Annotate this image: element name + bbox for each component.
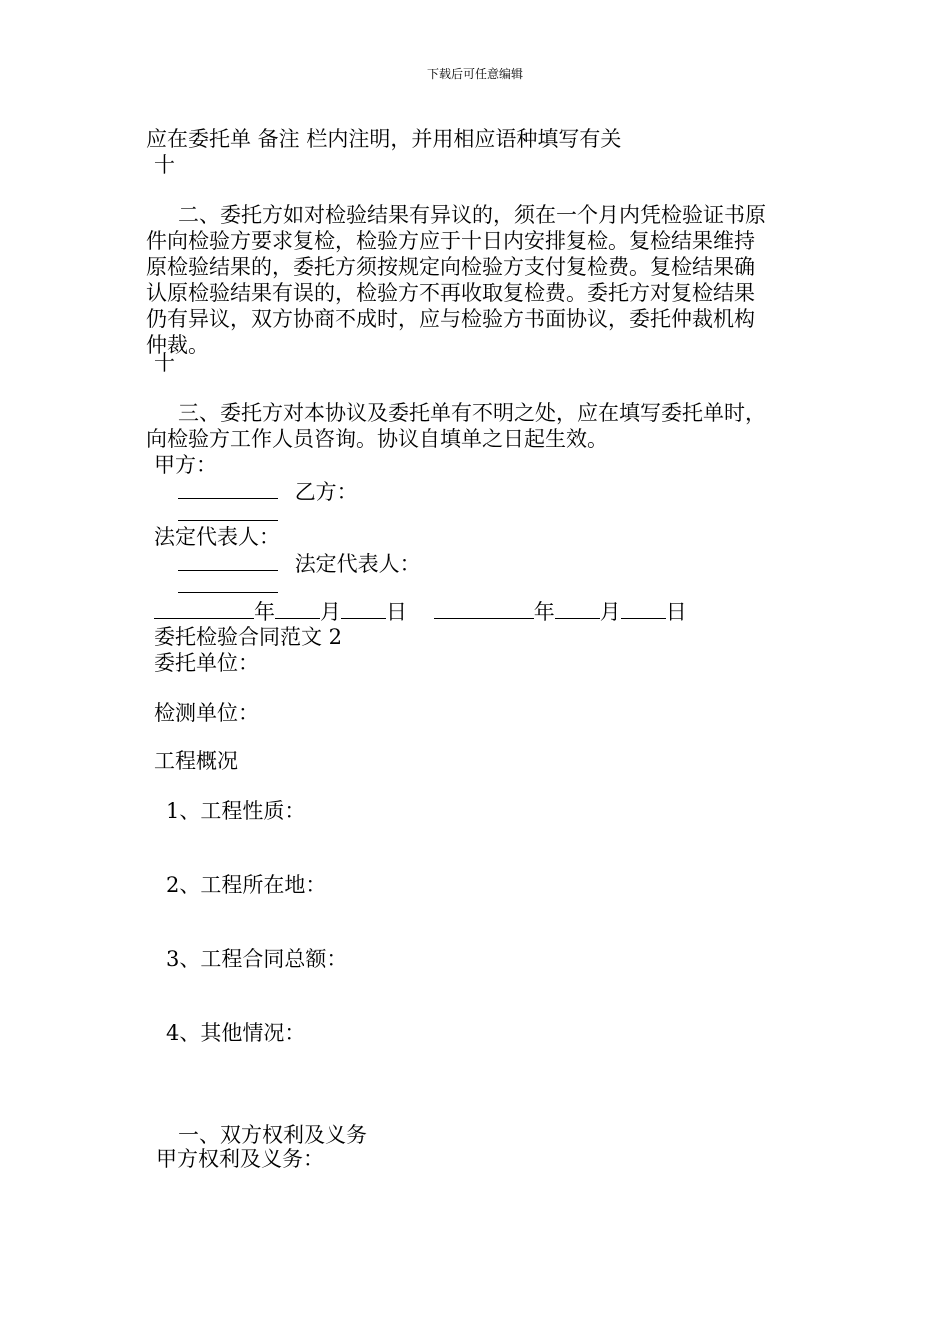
- blank-line: [621, 598, 666, 619]
- blank-line: [555, 598, 600, 619]
- overview-item: 2、工程所在地：: [166, 873, 327, 897]
- paragraph-line: 二、委托方如对检验结果有异议的，须在一个月内凭检验证书原: [178, 203, 766, 227]
- project-overview-heading: 工程概况: [154, 749, 238, 773]
- blank-line: [275, 598, 320, 619]
- paragraph-line: 仲裁。: [146, 333, 209, 357]
- legal-rep-b-label: 法定代表人：: [294, 552, 421, 576]
- party-a-rights-label: 甲方权利及义务：: [156, 1147, 324, 1171]
- blank-line: [178, 478, 278, 499]
- signature-row: [178, 500, 278, 527]
- paragraph-line: 原检验结果的，委托方须按规定向检验方支付复检费。复检结果确: [146, 255, 755, 279]
- section-heading: 一、双方权利及义务: [178, 1123, 367, 1147]
- overview-item: 1、工程性质：: [166, 799, 306, 823]
- party-b-label: 乙方：: [294, 480, 358, 504]
- day-label: 日: [386, 600, 407, 624]
- party-a-label: 甲方：: [154, 453, 217, 477]
- text-line: 十: [154, 153, 175, 177]
- month-label: 月: [320, 600, 341, 624]
- blank-line: [178, 550, 278, 571]
- blank-line: [154, 598, 254, 619]
- paragraph-line: 三、委托方对本协议及委托单有不明之处，应在填写委托单时，: [178, 401, 766, 425]
- month-label: 月: [599, 600, 621, 624]
- blank-line: [434, 598, 534, 619]
- text-line: 十: [154, 351, 175, 375]
- paragraph-line: 件向检验方要求复检，检验方应于十日内安排复检。复检结果维持: [146, 229, 755, 253]
- overview-item: 4、其他情况：: [166, 1021, 306, 1045]
- client-unit-label: 委托单位：: [154, 651, 259, 675]
- signature-row: [178, 572, 278, 599]
- legal-rep-a-label: 法定代表人：: [154, 525, 280, 549]
- blank-line: [178, 572, 278, 593]
- blank-line: [178, 500, 278, 521]
- overview-item: 3、工程合同总额：: [166, 947, 348, 971]
- paragraph-line: 向检验方工作人员咨询。协议自填单之日起生效。: [146, 427, 608, 451]
- year-label: 年: [254, 600, 275, 624]
- date-row: [154, 598, 687, 625]
- text-line: 应在委托单 备注 栏内注明，并用相应语种填写有关: [146, 127, 622, 151]
- paragraph-line: 认原检验结果有误的，检验方不再收取复检费。委托方对复检结果: [146, 281, 755, 305]
- doc2-title: 委托检验合同范文 2: [154, 625, 343, 649]
- page-header: 下载后可任意编辑: [426, 67, 523, 81]
- day-label: 日: [665, 600, 687, 624]
- testing-unit-label: 检测单位：: [154, 701, 259, 725]
- paragraph-line: 仍有异议，双方协商不成时，应与检验方书面协议，委托仲裁机构: [146, 307, 755, 331]
- year-label: 年: [533, 600, 555, 624]
- blank-line: [341, 598, 386, 619]
